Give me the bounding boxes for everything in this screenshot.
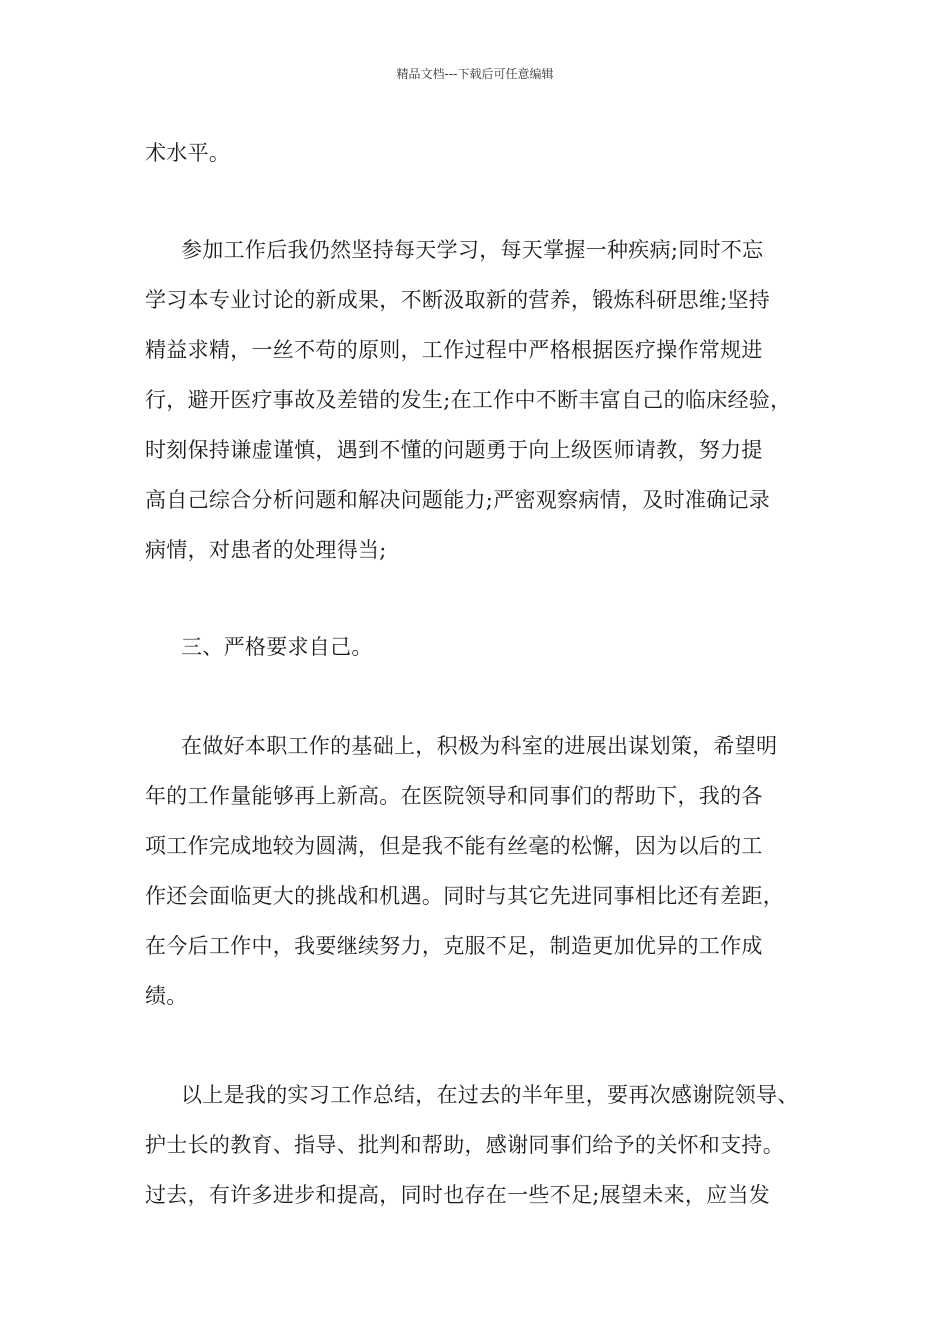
paragraph-study xyxy=(145,225,835,575)
paragraph-requirements xyxy=(145,721,835,1021)
paragraph-line: 过去，有许多进步和提高，同时也存在一些不足;展望未来，应当发 xyxy=(145,1183,771,1207)
paragraph-line: 年的工作量能够再上新高。在医院领导和同事们的帮助下，我的各 xyxy=(145,784,763,808)
section-heading xyxy=(145,622,835,672)
paragraph-line: 在做好本职工作的基础上，积极为科室的进展出谋划策，希望明 xyxy=(181,734,778,758)
paragraph-line: 高自己综合分析问题和解决问题能力;严密观察病情，及时准确记录 xyxy=(145,488,771,512)
paragraph-summary xyxy=(145,1070,835,1220)
section-heading-text: 三、严格要求自己。 xyxy=(181,635,373,659)
paragraph-line: 时刻保持谦虚谨慎，遇到不懂的问题勇于向上级医师请教，努力提 xyxy=(145,438,763,462)
paragraph-line: 行，避开医疗事故及差错的发生;在工作中不断丰富自己的临床经验， xyxy=(145,388,792,412)
paragraph-line: 学习本专业讨论的新成果，不断汲取新的营养，锻炼科研思维;坚持 xyxy=(145,288,771,312)
paragraph-line: 作还会面临更大的挑战和机遇。同时与其它先进同事相比还有差距， xyxy=(145,884,784,908)
page-header: 精品文档---下载后可任意编辑 xyxy=(396,67,554,81)
paragraph-line: 以上是我的实习工作总结，在过去的半年里，要再次感谢院领导、 xyxy=(181,1083,799,1107)
paragraph-line: 精益求精，一丝不苟的原则，工作过程中严格根据医疗操作常规进 xyxy=(145,338,763,362)
paragraph-line: 在今后工作中，我要继续努力，克服不足，制造更加优异的工作成 xyxy=(145,934,763,958)
paragraph-line: 护士长的教育、指导、批判和帮助，感谢同事们给予的关怀和支持。 xyxy=(145,1133,784,1157)
paragraph-line: 病情，对患者的处理得当; xyxy=(145,538,387,562)
paragraph-line: 绩。 xyxy=(145,984,188,1008)
paragraph-line: 参加工作后我仍然坚持每天学习，每天掌握一种疾病;同时不忘 xyxy=(181,238,764,262)
paragraph-line: 术水平。 xyxy=(145,141,231,165)
paragraph-continuation xyxy=(145,128,835,178)
paragraph-line: 项工作完成地较为圆满，但是我不能有丝毫的松懈，因为以后的工 xyxy=(145,834,763,858)
